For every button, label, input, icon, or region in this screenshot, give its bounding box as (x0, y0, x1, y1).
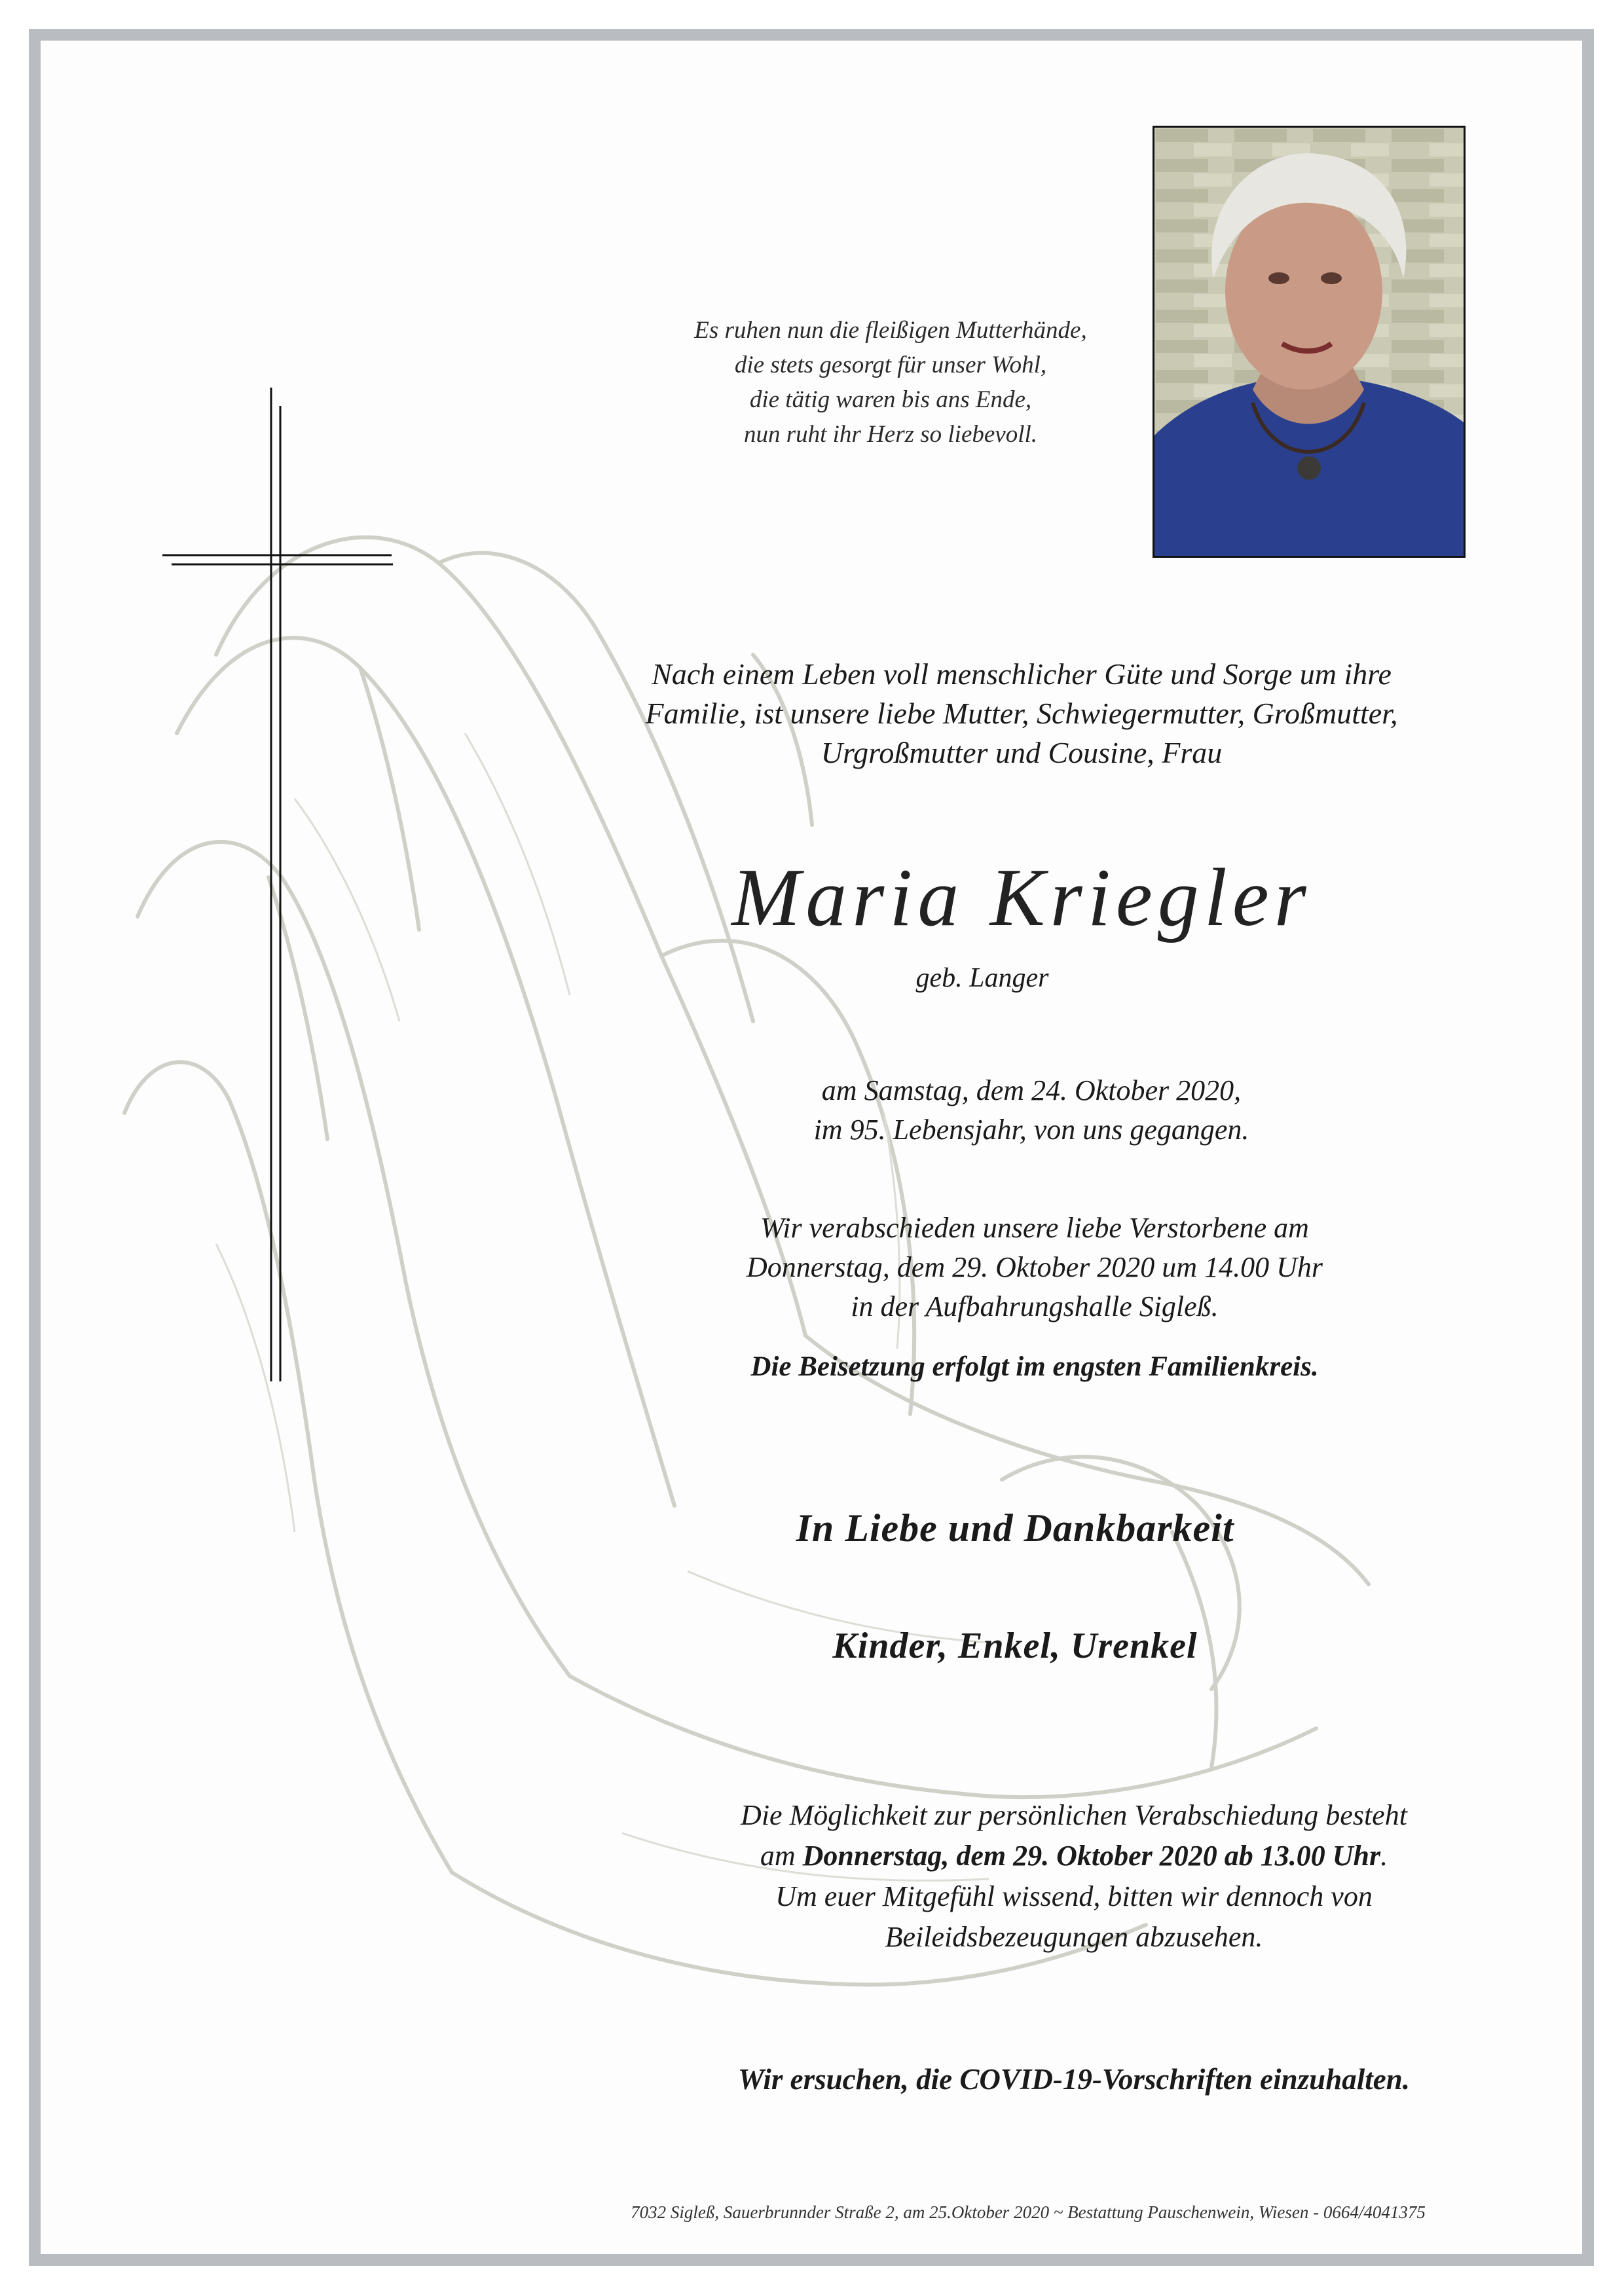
poem-verse (458, 313, 1323, 452)
viewing-line (471, 1836, 1624, 1876)
family-signature: Kinder, Enkel, Urenkel (832, 1626, 1198, 1666)
farewell-line: Donnerstag, dem 29. Oktober 2020 um 14.00 Uhr (747, 1251, 1323, 1283)
farewell-line: in der Aufbahrungshalle Sigleß. (851, 1290, 1219, 1322)
death-info (589, 1071, 1473, 1150)
viewing-line: Die Möglichkeit zur persönlichen Verabschiedung besteht (741, 1799, 1407, 1831)
viewing-prefix: am (760, 1840, 803, 1872)
viewing-info (471, 1795, 1624, 1958)
intro-text (445, 655, 1598, 773)
death-line: im 95. Lebensjahr, von uns gegangen. (813, 1114, 1249, 1146)
burial-note: Die Beisetzung erfolgt im engsten Familienkreis. (750, 1351, 1319, 1382)
viewing-line: Um euer Mitgefühl wissend, bitten wir dennoch von (775, 1880, 1373, 1912)
farewell-info (576, 1209, 1493, 1326)
covid-notice: Wir ersuchen, die COVID-19-Vorschriften einzuhalten. (738, 2063, 1410, 2096)
intro-line: Nach einem Leben voll menschlicher Güte und Sorge um ihre (652, 657, 1392, 691)
verse-line: nun ruht ihr Herz so liebevoll. (743, 421, 1038, 448)
farewell-line: Wir verabschieden unsere liebe Verstorbene am (760, 1212, 1309, 1244)
verse-line: die tätig waren bis ans Ende, (749, 386, 1032, 413)
viewing-suffix: . (1380, 1840, 1388, 1872)
viewing-date: Donnerstag, dem 29. Oktober 2020 ab 13.00 Uhr (802, 1840, 1381, 1872)
intro-line: Familie, ist unsere liebe Mutter, Schwiegermutter, Großmutter, (645, 697, 1398, 730)
intro-line: Urgroßmutter und Cousine, Frau (821, 736, 1223, 769)
footer-address: 7032 Sigleß, Sauerbrunnder Straße 2, am 25.Oktober 2020 ~ Bestattung Pauschenwein, Wiesen - 0664/4041375 (631, 2202, 1426, 2222)
deceased-name: Maria Kriegler (731, 852, 1312, 943)
verse-line: die stets gesorgt für unser Wohl, (734, 352, 1047, 378)
verse-line: Es ruhen nun die fleißigen Mutterhände, (694, 317, 1087, 344)
viewing-line: Beileidsbezeugungen abzusehen. (885, 1921, 1263, 1953)
closing-phrase: In Liebe und Dankbarkeit (796, 1506, 1234, 1550)
death-line: am Samstag, dem 24. Oktober 2020, (821, 1074, 1242, 1106)
birth-name: geb. Langer (915, 963, 1049, 993)
